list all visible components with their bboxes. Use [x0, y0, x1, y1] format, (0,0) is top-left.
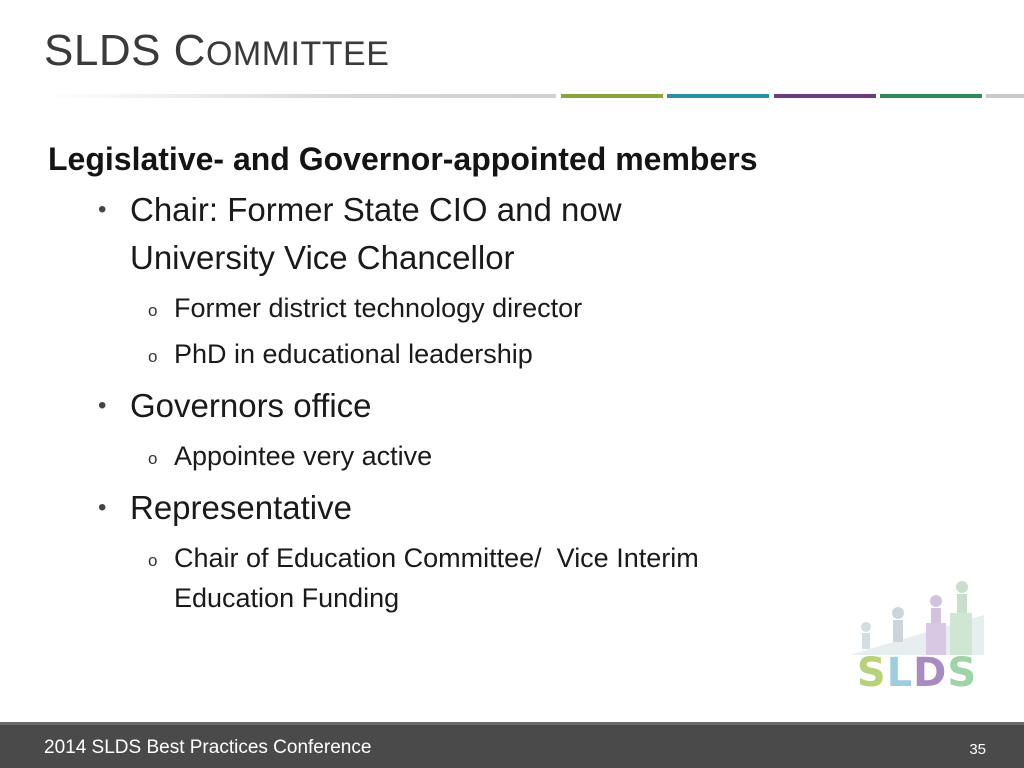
sub-bullet-icon: o [148, 347, 158, 366]
bullet-icon: • [98, 392, 107, 419]
page-number: 35 [969, 741, 986, 758]
list-item-text: Representative [130, 489, 352, 526]
sub-item-text: Education Funding [174, 583, 400, 613]
sub-item [148, 334, 948, 374]
logo-letter: D [913, 650, 948, 696]
accent-bar-teal [667, 94, 769, 98]
list-item-text: University Vice Chancellor [130, 239, 515, 276]
list-item-governors-office [98, 382, 948, 430]
title-small-caps: OMMITTEE [205, 35, 390, 73]
list-item-text: Governors office [130, 387, 372, 424]
slide-title [44, 26, 389, 76]
sub-item-text: Appointee very active [174, 441, 433, 471]
title-rule-fade [44, 94, 556, 98]
accent-bar-gray [986, 94, 1024, 98]
slide-body [48, 138, 948, 618]
footer-conference-name: 2014 SLDS Best Practices Conference [44, 737, 372, 758]
logo-letter: S [947, 650, 978, 696]
accent-bar-green [561, 94, 663, 98]
sub-bullet-icon: o [148, 449, 158, 468]
sub-item [148, 436, 948, 476]
logo-letter: S [856, 650, 887, 696]
slide-footer [0, 722, 1024, 768]
logo-wordmark [850, 651, 984, 695]
bullet-icon: • [98, 196, 107, 223]
sub-item-text: Former district technology director [174, 293, 583, 323]
sub-bullet-icon: o [148, 301, 158, 320]
bullet-icon: • [98, 494, 107, 521]
slds-logo [850, 575, 984, 695]
title-initial: C [173, 26, 206, 75]
sub-bullet-icon: o [148, 551, 158, 570]
title-word: SLDS [44, 26, 174, 75]
sub-item-text: Chair of Education Committee/ Vice Interim [174, 543, 699, 573]
section-heading: Legislative- and Governor-appointed members [48, 141, 758, 177]
list-item-chair [98, 186, 948, 282]
logo-letter: L [886, 650, 914, 696]
logo-figures-icon [850, 575, 984, 655]
sub-item [148, 538, 948, 618]
sub-item [148, 288, 948, 328]
list-item-representative [98, 484, 948, 532]
list-item-text: Chair: Former State CIO and now [130, 191, 622, 228]
accent-bar-purple [774, 94, 876, 98]
accent-bar-green-dark [880, 94, 982, 98]
sub-item-text: PhD in educational leadership [174, 339, 533, 369]
